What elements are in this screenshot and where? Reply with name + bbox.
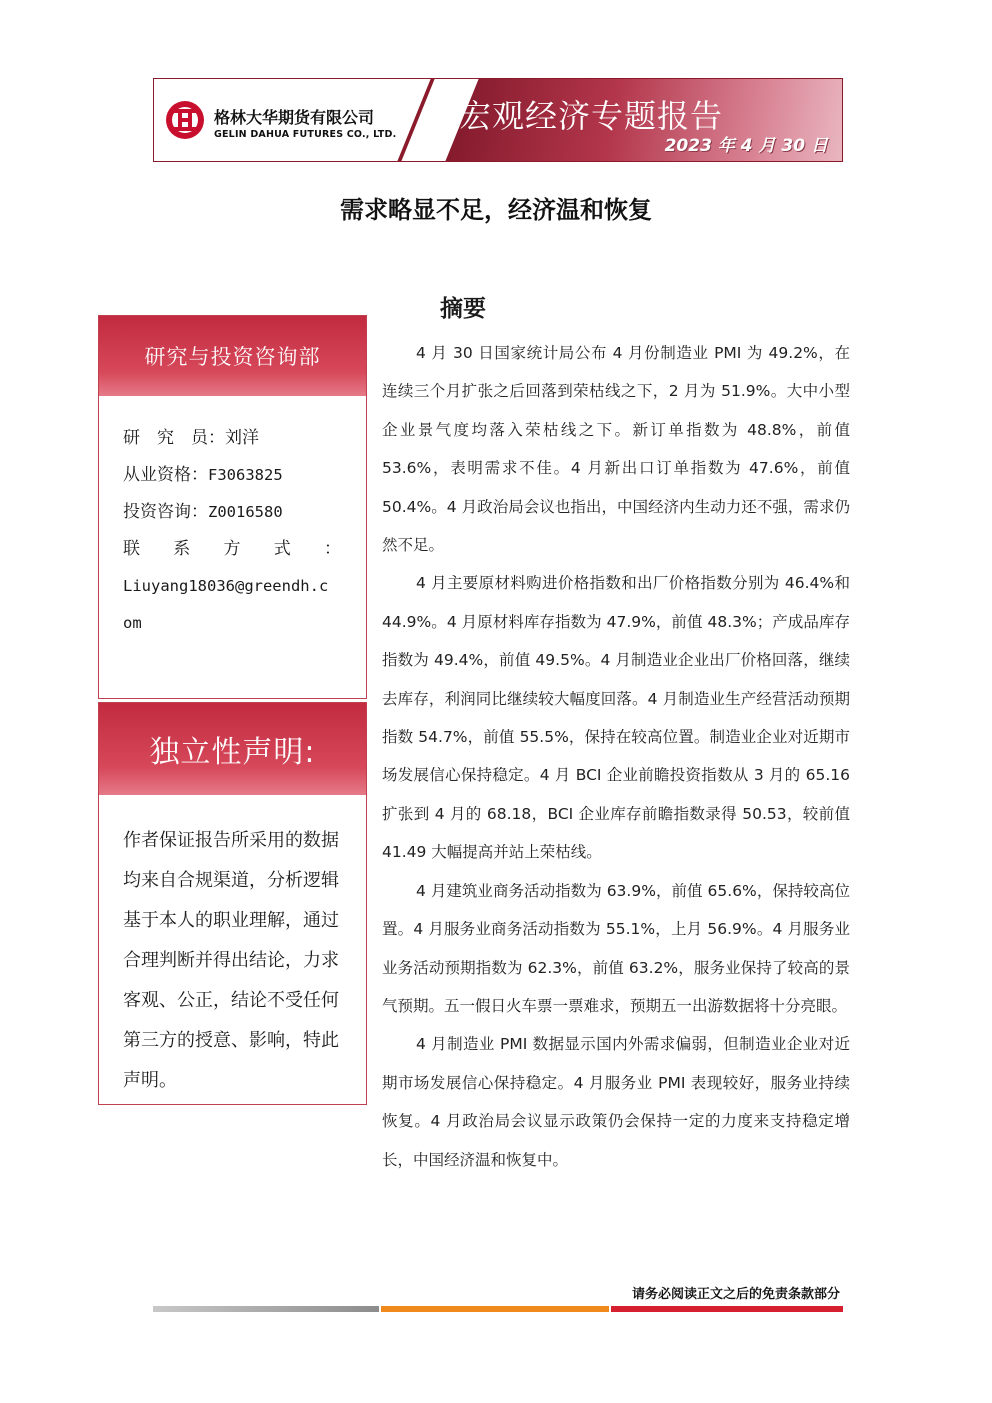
- consult-label: 投资咨询：: [123, 502, 208, 522]
- abstract-body: [382, 334, 850, 1179]
- gelin-dahua-logo-icon: [164, 99, 206, 141]
- contact-label-char: 方: [223, 539, 241, 559]
- footer-bar-gray: [153, 1306, 379, 1312]
- footer-bar-orange: [381, 1306, 609, 1312]
- company-name-cn: 格林大华期货有限公司: [214, 108, 375, 127]
- footer-bar-red: [611, 1306, 843, 1312]
- report-header-banner: [153, 78, 843, 162]
- researcher-row: [123, 420, 344, 457]
- company-name-en: GELIN DAHUA FUTURES CO., LTD.: [214, 129, 397, 140]
- paragraph: 4 月主要原材料购进价格指数和出厂价格指数分别为 46.4%和 44.9%。4 月原材料库存指数为 47.9%，前值 48.3%；产成品库存指数为 49.4%，前值 49.5%。4 月制造业企业出厂价格回落，继续去库存，利润同比继续较大幅度回落。4 月制造业生产经营活动预期指数 54.7%，前值 55.5%，保持在较高位置。制造业企业对近期市场发展信心保持稳定。4 月 BCI 企业前瞻投资指数从 3 月的 65.16 扩张到 4 月的 68.18，BCI 企业库存前瞻指数录得 50.53，较前值 41.49 大幅提高并站上荣枯线。: [382, 574, 850, 862]
- declaration-box: [98, 702, 367, 1105]
- qualification-value: F3063825: [208, 466, 283, 484]
- paragraph: 4 月 30 日国家统计局公布 4 月份制造业 PMI 为 49.2%，在连续三个月扩张之后回落到荣枯线之下，2 月为 51.9%。大中小型企业景气度均落入荣枯线之下。新订单指数为 48.8%，前值 53.6%，表明需求不佳。4 月新出口订单指数为 47.6%，前值 50.4%。4 月政治局会议也指出，中国经济内生动力还不强，需求仍然不足。: [382, 344, 850, 555]
- consult-row: [123, 494, 344, 531]
- email-line-1[interactable]: Liuyang18036@greendh.c: [123, 577, 329, 595]
- qualification-label: 从业资格：: [123, 465, 208, 485]
- qualification-row: [123, 457, 344, 494]
- paragraph: 4 月制造业 PMI 数据显示国内外需求偏弱，但制造业企业对近期市场发展信心保持稳定。4 月服务业 PMI 表现较好，服务业持续恢复。4 月政治局会议显示政策仍会保持一定的力度来支持稳定增长，中国经济温和恢复中。: [382, 1035, 850, 1169]
- researcher-info-box: [98, 315, 367, 699]
- contact-label-char: ：: [324, 539, 341, 559]
- declaration-header: 独立性声明:: [99, 703, 366, 795]
- department-header: 研究与投资咨询部: [99, 316, 366, 396]
- report-type-title: 宏观经济专题报告: [459, 97, 724, 135]
- sidebar: [98, 315, 367, 1105]
- page-title: 需求略显不足，经济温和恢复: [340, 196, 652, 224]
- abstract-heading: 摘要: [440, 296, 486, 322]
- declaration-text: 作者保证报告所采用的数据均来自合规渠道，分析逻辑基于本人的职业理解，通过合理判断并得出结论，力求客观、公正，结论不受任何第三方的授意、影响，特此声明。: [123, 830, 339, 1091]
- contact-label-char: 系: [173, 539, 191, 559]
- contact-label-char: 式: [273, 539, 291, 559]
- contact-label-char: 联: [123, 539, 140, 559]
- researcher-name: 刘洋: [225, 428, 259, 448]
- paragraph: 4 月建筑业商务活动指数为 63.9%，前值 65.6%，保持较高位置。4 月服务业商务活动指数为 55.1%，上月 56.9%。4 月服务业业务活动预期指数为 62.3%，前值 63.2%，服务业保持了较高的景气预期。五一假日火车票一票难求，预期五一出游数据将十分亮眼。: [382, 881, 850, 1015]
- disclaimer-note: 请务必阅读正文之后的免责条款部分: [631, 1287, 840, 1302]
- email-line-2[interactable]: om: [123, 614, 142, 632]
- report-date: 2023 年 4 月 30 日: [664, 136, 828, 156]
- researcher-label: 研 究 员：: [123, 428, 225, 448]
- researcher-contact: [99, 396, 366, 642]
- consult-value: Z0016580: [208, 503, 283, 521]
- contact-label-row: [123, 531, 341, 568]
